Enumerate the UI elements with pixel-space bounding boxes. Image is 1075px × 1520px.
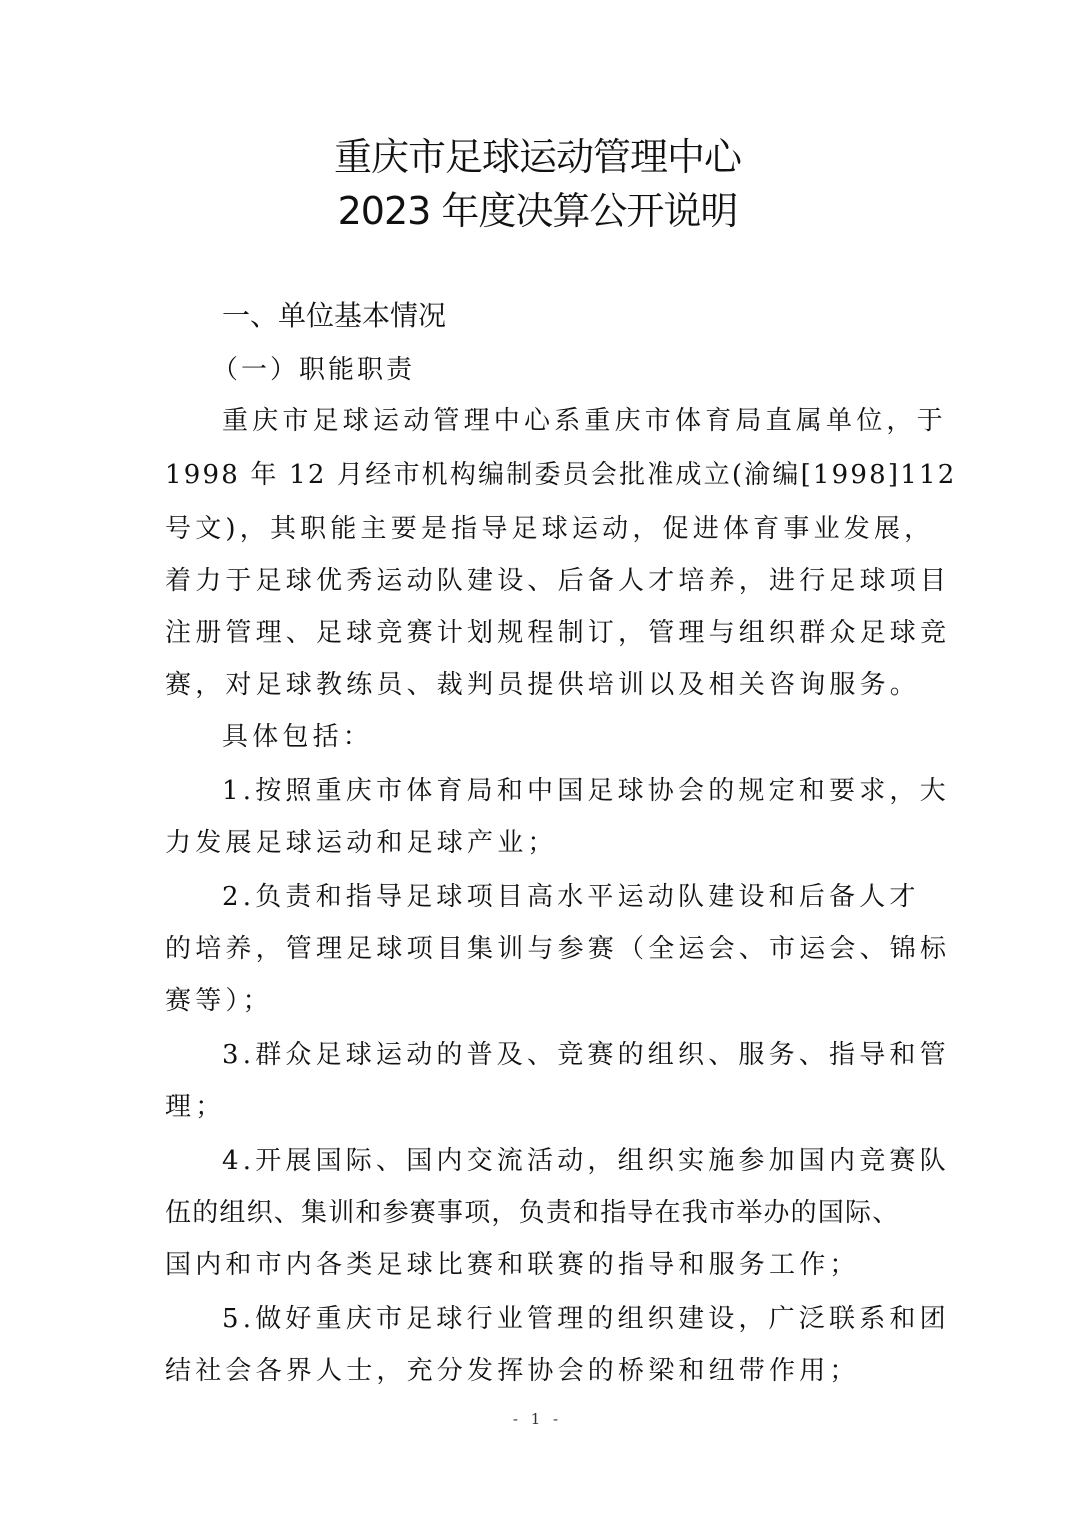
subsection-heading: （一）职能职责	[212, 355, 416, 385]
list-item-5-cont: 结社会各界人士，充分发挥协会的桥梁和纽带作用；	[165, 1356, 860, 1386]
page-number: - 1 -	[512, 1410, 563, 1428]
section-heading: 一、单位基本情况	[222, 299, 447, 332]
list-item-3-cont: 理；	[165, 1092, 226, 1122]
document-title-line1: 重庆市足球运动管理中心	[333, 135, 741, 179]
document-title-line2: 2023 年度决算公开说明	[337, 189, 738, 233]
paragraph-line: 具体包括：	[222, 722, 374, 752]
list-item-2-cont: 的培养，管理足球项目集训与参赛（全运会、市运会、锦标	[165, 934, 951, 964]
list-item-3: 3.群众足球运动的普及、竞赛的组织、服务、指导和管	[222, 1040, 950, 1070]
list-item-1: 1.按照重庆市体育局和中国足球协会的规定和要求，大	[222, 776, 950, 806]
list-item-4: 4.开展国际、国内交流活动，组织实施参加国内竞赛队	[222, 1146, 950, 1176]
paragraph-line: 赛，对足球教练员、裁判员提供培训以及相关咨询服务。	[165, 670, 921, 700]
list-item-4-cont: 伍的组织、集训和参赛事项，负责和指导在我市举办的国际、	[165, 1198, 900, 1228]
list-item-1-cont: 力发展足球运动和足球产业；	[165, 828, 558, 858]
list-item-2: 2.负责和指导足球项目高水平运动队建设和后备人才	[222, 882, 920, 912]
paragraph-line: 号文)，其职能主要是指导足球运动，促进体育事业发展，	[165, 514, 935, 544]
list-item-4-cont: 国内和市内各类足球比赛和联赛的指导和服务工作；	[165, 1250, 860, 1280]
list-item-5: 5.做好重庆市足球行业管理的组织建设，广泛联系和团	[222, 1304, 950, 1334]
list-item-2-cont: 赛等）；	[165, 986, 273, 1016]
paragraph-line: 1998 年 12 月经市机构编制委员会批准成立(渝编[1998]112	[165, 460, 957, 490]
paragraph-line: 着力于足球优秀运动队建设、后备人才培养，进行足球项目	[165, 566, 951, 596]
paragraph-line: 注册管理、足球竞赛计划规程制订，管理与组织群众足球竞	[165, 618, 951, 648]
paragraph-line: 重庆市足球运动管理中心系重庆市体育局直属单位，于	[222, 406, 947, 436]
